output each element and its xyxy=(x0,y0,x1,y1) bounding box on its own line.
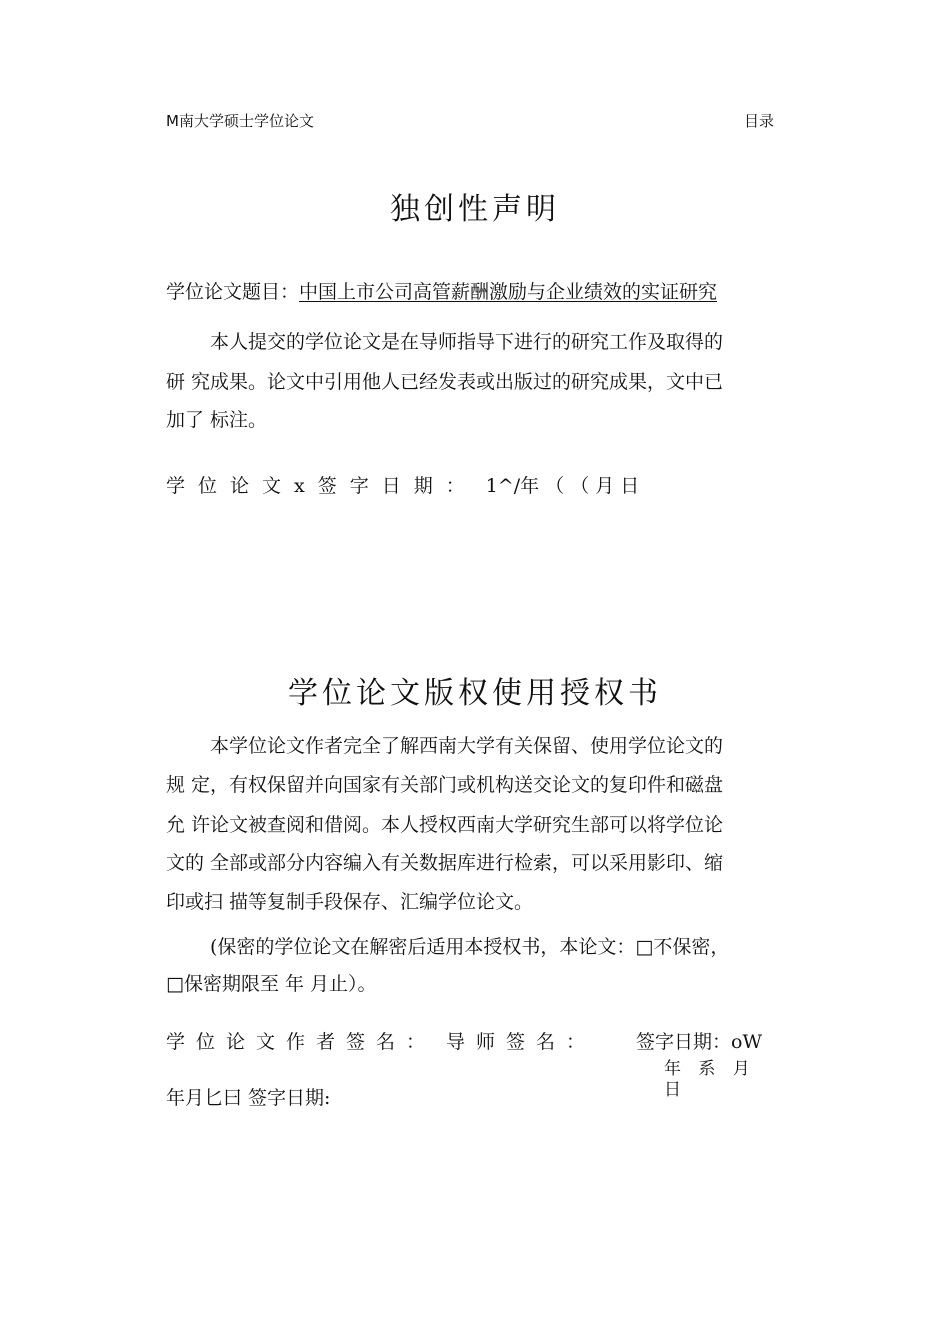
secret-line: (保密的学位论文在解密后适用本授权书，本论文：□不保密， xyxy=(210,936,730,958)
header-right-text: 目录 xyxy=(744,112,775,130)
sign-date-right: 签字日期：oW xyxy=(636,1031,762,1053)
declaration-sign-line xyxy=(166,471,639,498)
advisor-signature-label: 导师签名： xyxy=(446,1031,597,1053)
authorization-para-line: 文的 全部或部分内容编入有关数据库进行检索，可以采用影印、缩 xyxy=(166,852,724,874)
declaration-sign-label: 学位论文x签字日期： xyxy=(166,475,478,497)
header-left-text: M南大学硕士学位论文 xyxy=(166,112,314,130)
sign-date-right-sub2: 日 xyxy=(664,1080,681,1100)
authorization-sign-line xyxy=(166,1027,596,1054)
topic-value: 中国上市公司高管薪酬激励与企业绩效的实证研究 xyxy=(299,281,718,303)
authorization-title: 学位论文版权使用授权书 xyxy=(288,676,662,711)
declaration-para-line: 研 究成果。论文中引用他人已经发表或出版过的研究成果，文中已 xyxy=(166,371,724,393)
sign-date-left: 年月匕曰 签字日期: xyxy=(166,1087,331,1109)
topic-line xyxy=(166,277,717,304)
authorization-para-line: 本学位论文作者完全了解西南大学有关保留、使用学位论文的 xyxy=(210,735,724,757)
declaration-para-line: 加了 标注。 xyxy=(166,409,268,431)
declaration-title: 独创性声明 xyxy=(390,192,560,227)
authorization-para-line: 允 许论文被查阅和借阅。本人授权西南大学研究生部可以将学位论 xyxy=(166,814,724,836)
sign-date-right-sub1: 年 系 月 xyxy=(664,1059,756,1079)
secret-line: □保密期限至 年 月止）。 xyxy=(166,973,377,995)
authorization-para-line: 规 定，有权保留并向国家有关部门或机构送交论文的复印件和磁盘 xyxy=(166,774,724,796)
author-signature-label: 学位论文作者签名： xyxy=(166,1031,437,1053)
declaration-para-line: 本人提交的学位论文是在导师指导下进行的研究工作及取得的 xyxy=(210,331,724,353)
authorization-para-line: 印或扫 描等复制手段保存、汇编学位论文。 xyxy=(166,891,534,913)
declaration-sign-date: 1^/年 （ （ 月 日 xyxy=(485,475,640,497)
topic-label: 学位论文题目： xyxy=(166,281,300,303)
